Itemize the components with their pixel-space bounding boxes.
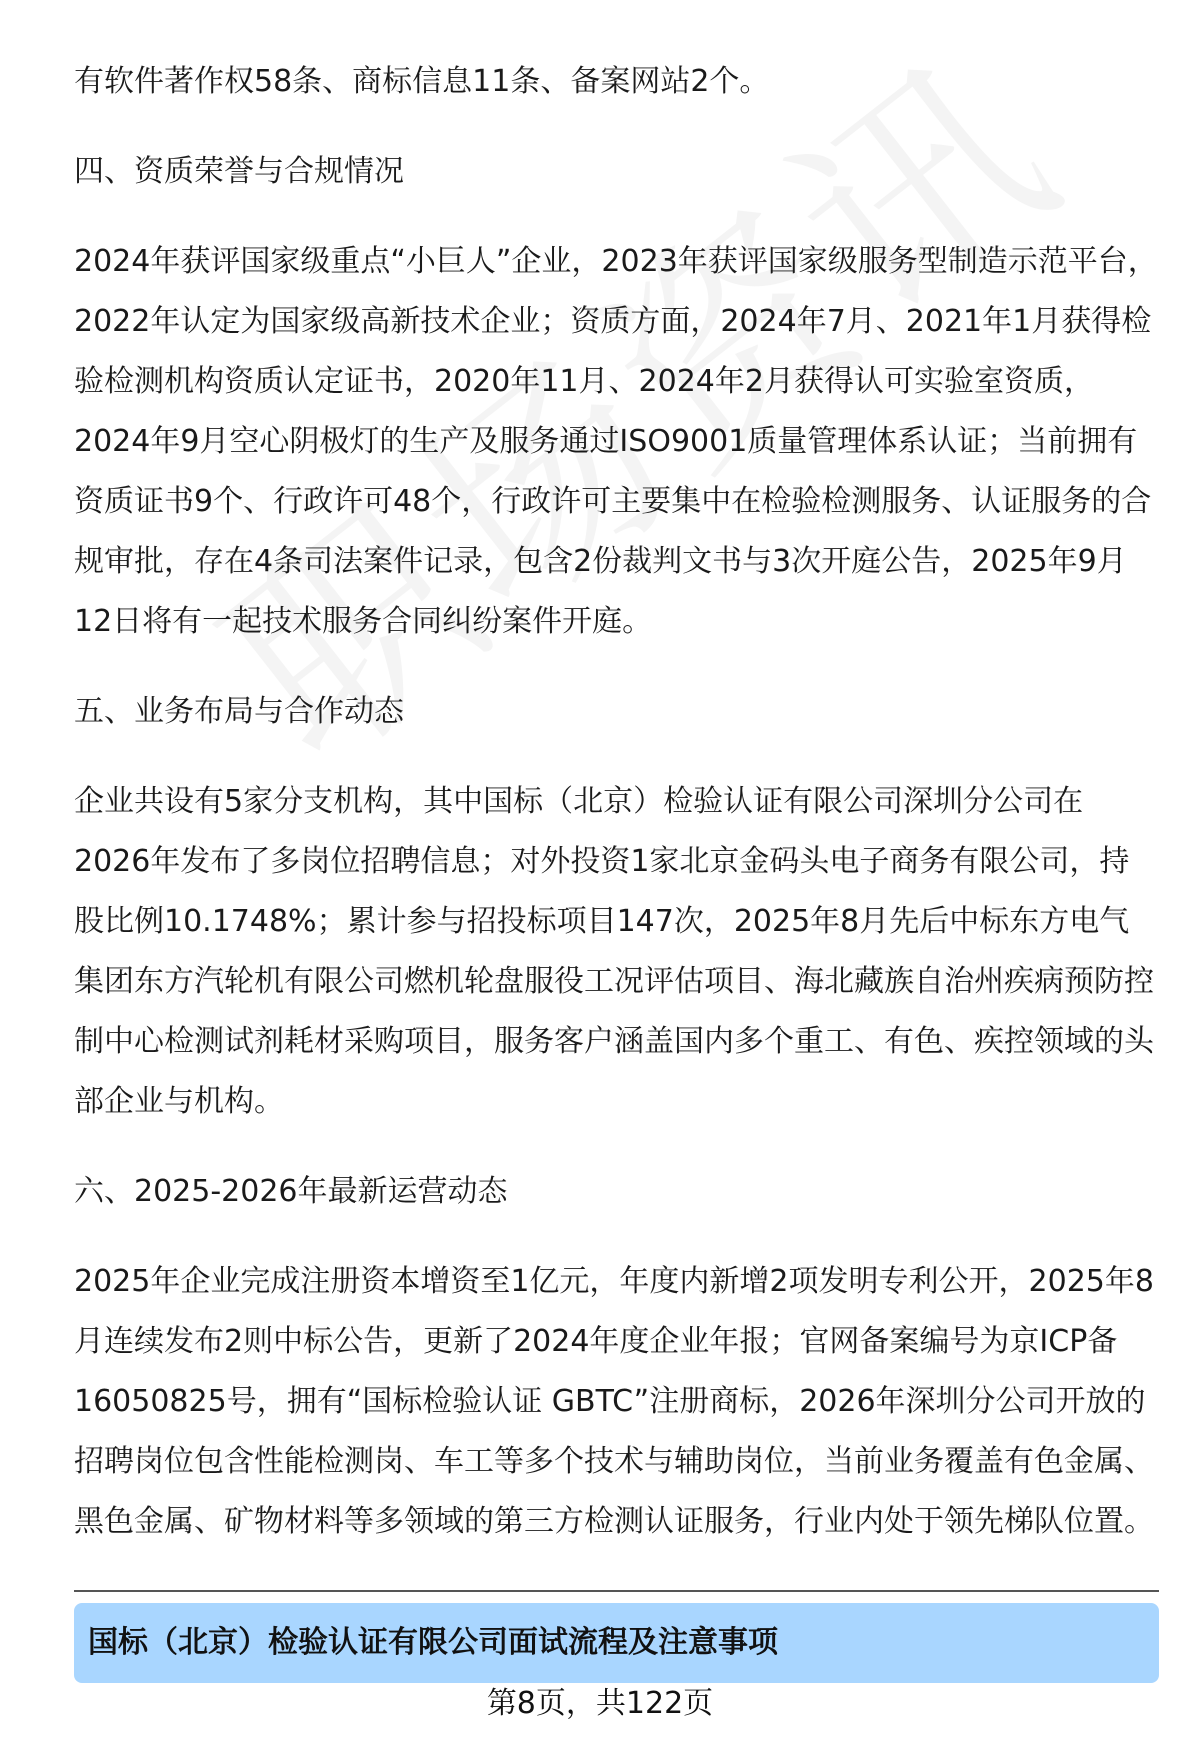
divider-line bbox=[74, 1590, 1159, 1592]
paragraph-business-layout: 企业共设有5家分支机构，其中国标（北京）检验认证有限公司深圳分公司在2026年发布了多岗位招聘信息；对外投资1家北京金码头电子商务有限公司，持股比例10.1748%；累计参与招投标项目147次，2025年8月先后中标东方电气集团东方汽轮机有限公司燃机轮盘服役工况评估项目、海北藏族自治州疾病预防控制中心检测试剂耗材采购项目，服务客户涵盖国内多个重工、有色、疾控领域的头部企业与机构。 bbox=[74, 784, 1154, 1119]
section-heading-business-layout: 五、业务布局与合作动态 bbox=[74, 694, 404, 729]
paragraph-qualifications: 2024年获评国家级重点“小巨人”企业，2023年获评国家级服务型制造示范平台，2022年认定为国家级高新技术企业；资质方面，2024年7月、2021年1月获得检验检测机构资质认定证书，2020年11月、2024年2月获得认可实验室资质，2024年9月空心阴极灯的生产及服务通过ISO9001质量管理体系认证；当前拥有资质证书9个、行政许可48个，行政许可主要集中在检验检测服务、认证服务的合规审批，存在4条司法案件记录，包含2份裁判文书与3次开庭公告，2025年9月12日将有一起技术服务合同纠纷案件开庭。 bbox=[74, 244, 1158, 639]
section-heading-qualifications: 四、资质荣誉与合规情况 bbox=[74, 154, 404, 189]
banner-title: 国标（北京）检验认证有限公司面试流程及注意事项 bbox=[88, 1625, 778, 1660]
paragraph-ip-summary: 有软件著作权58条、商标信息11条、备案网站2个。 bbox=[74, 64, 770, 99]
section-banner bbox=[74, 1603, 1159, 1683]
page-number: 第8页，共122页 bbox=[486, 1686, 714, 1721]
paragraph-latest-operations: 2025年企业完成注册资本增资至1亿元，年度内新增2项发明专利公开，2025年8月连续发布2则中标公告，更新了2024年度企业年报；官网备案编号为京ICP备16050825号，拥有“国标检验认证 GBTC”注册商标，2026年深圳分公司开放的招聘岗位包含性能检测岗、车工等多个技术与辅助岗位，当前业务覆盖有色金属、黑色金属、矿物材料等多领域的第三方检测认证服务，行业内处于领先梯队位置。 bbox=[74, 1264, 1154, 1539]
section-heading-latest-operations: 六、2025-2026年最新运营动态 bbox=[74, 1174, 508, 1209]
document-body bbox=[74, 52, 1159, 1552]
